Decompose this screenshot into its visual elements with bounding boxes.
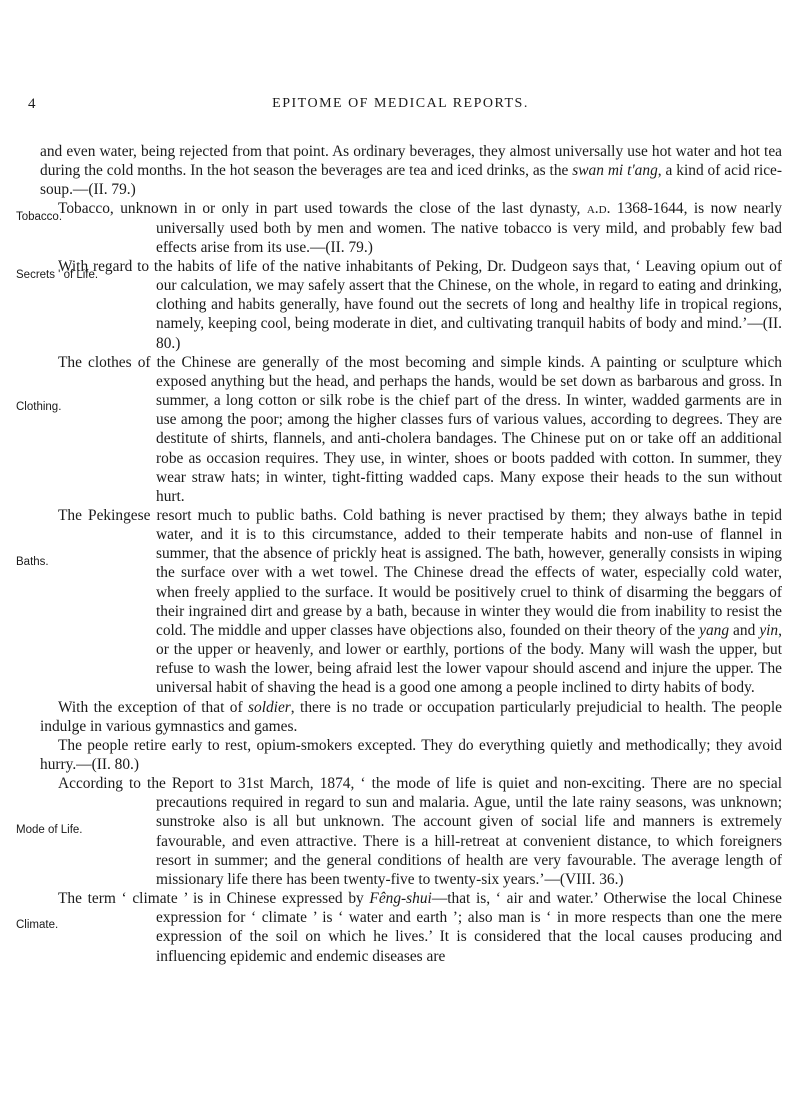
paragraph-occupation: With the exception of that of soldier, there is no trade or occupation particularly prejudicial to health. The people indulge in various gymnastics and games. [40, 698, 782, 735]
margin-note-clothing: Clothing. [16, 400, 62, 413]
italic-term-swan-mi-tang: swan mi t'ang [572, 162, 658, 180]
paragraph-rest: The people retire early to rest, opium-smokers excepted. They do everything quietly and methodically; they avoid hurry.—(II. 80.) [40, 736, 782, 773]
running-head: EPITOME OF MEDICAL REPORTS. [272, 96, 529, 111]
margin-note-tobacco: Tobacco. [16, 211, 63, 224]
body-text [16, 142, 783, 966]
paragraph-secrets-of-life: Secrets ' of Life. With regard to the habits of life of the native inhabitants of Peking, Dr. Dudgeon says that, ‘ Leaving opium out of our calculation, we may safely assert that the Chinese, on the whole, in regard to eating and drinking, clothing and habits generally, have found out the secrets of long and healthy life in tropical regions, namely, keeping cool, being moderate in diet, and cultivating tranquil habits of body and mind.’—(II. 80.) [16, 257, 783, 352]
paragraph-tobacco: Tobacco. Tobacco, unknown in or only in part used towards the close of the last dynasty, a.d. 1368-1644, is now nearly universally used both by men and women. The native tobacco is very mild, and probably few bad effects arise from its use.—(II. 79.) [16, 200, 782, 256]
paragraph-climate: Climate. The term ‘ climate ’ is in Chinese expressed by Fêng-shui—that is, ‘ air and water.’ Otherwise the local Chinese expression for ‘ climate ’ is ‘ water and earth ’; also man is ‘ in more respects than one the mere expression of the soil on which he lives.’ It is considered that the local causes producing and influencing epidemic and endemic diseases are [16, 890, 783, 965]
margin-note-mode-of-life: Mode of Life. [16, 824, 83, 837]
paragraph-mode-of-life: Mode of Life. According to the Report to 31st March, 1874, ‘ the mode of life is quiet and non-exciting. There are no special precautions required in regard to sun and malaria. Ague, until the late rainy seasons, was unknown; sunstroke also is all but unknown. The account given of social life and manners is extremely favourable, and even attractive. There is a hill-retreat at convenient distance, to which foreigners resort in summer; and the general conditions of health are very favourable. The average length of missionary life there has been twenty-five to twenty-six years.’—(VIII. 36.) [16, 775, 782, 888]
margin-note-climate: Climate. [16, 919, 59, 932]
margin-note-baths: Baths. [16, 555, 49, 568]
margin-note-secrets-of-life: Secrets ' of Life. [16, 268, 99, 281]
paragraph-baths: Baths. The Pekingese resort much to public baths. Cold bathing is never practised by them; they always bathe in tepid water, and it is to this circumstance, added to their temperate habits and non-use of flannel in summer, that the absence of prickly heat is assigned. The bath, however, generally consists in wiping the surface over with a wet towel. The Chinese dread the effects of water, especially cold water, when freely applied to the surface. It would be positively cruel to think of disarming the beggars of their ingrained dirt and grease by a bath, because in winter they would die from inability to resist the cold. The middle and upper classes have objections also, founded on their theory of the yang and yin, or the upper or heavenly, and lower or earthly, portions of the body. Many will wash the upper, but refuse to wash the lower, being afraid lest the lower vapour should ascend and injure the upper. The universal habit of shaving the head is a good one among a people inclined to dirty habits of body. [16, 506, 783, 697]
paragraph-clothing: Clothing. The clothes of the Chinese are generally of the most becoming and simple kinds. A painting or sculpture which exposed anything but the head, and perhaps the hands, would be set down as barbarous and gross. In summer, a long cotton or silk robe is the chief part of the dress. In winter, wadded garments are in use among the poor; among the higher classes furs of various values, according to degrees. They are destitute of shirts, flannels, and anti-cholera bandages. The Chinese put on or take off an additional robe as occasion requires. They use, in winter, shoes or boots padded with cotton. In summer, they wear straw hats; in winter, tight-fitting wadded caps. Many expose their heads to the sun without hurt. [16, 353, 782, 505]
paragraph-beverages: and even water, being rejected from that point. As ordinary beverages, they almost universally use hot water and hot tea during the cold months. In the hot season the beverages are tea and iced drinks, as the swan mi t'ang, a kind of acid rice-soup.—(II. 79.) [40, 143, 783, 199]
page-number: 4 [28, 96, 36, 112]
